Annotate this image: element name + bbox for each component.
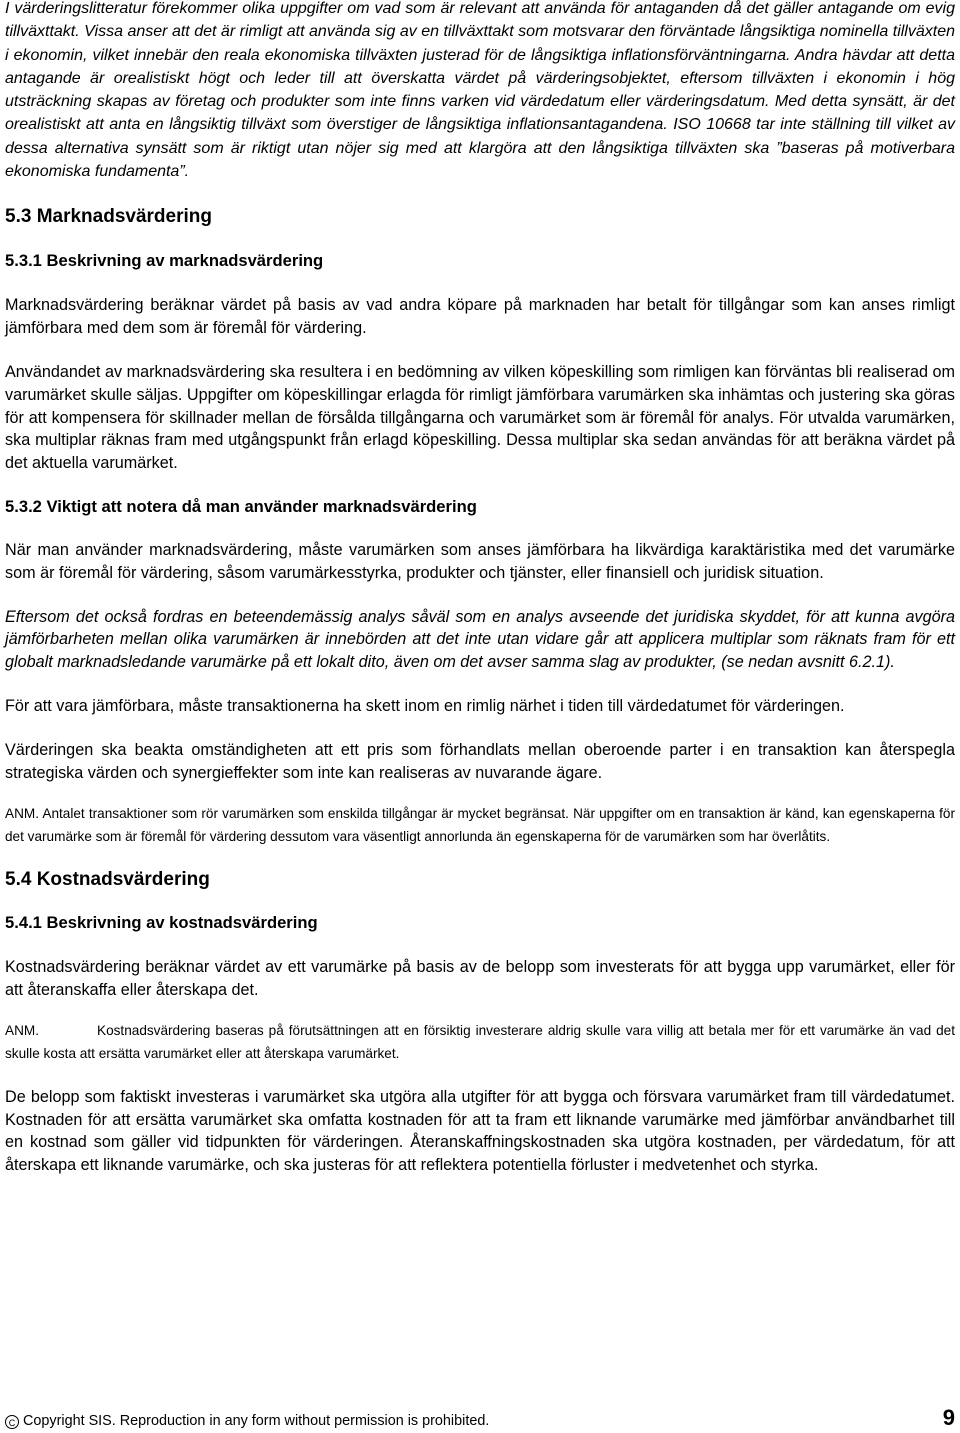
note-5-4 — [5, 1020, 955, 1064]
paragraph-5-3-2-b: Eftersom det också fordras en beteendemässig analys såväl som en analys avseende det juridiska skyddet, för att kunna avgöra jämförbarheten mellan olika varumärken är innebörden att det inte utan vidare går att applicera multiplar som räknats fram för ett globalt marknadsledande varumärke på ett lokalt dito, även om det avser samma slag av produkter, (se nedan avsnitt 6.2.1). — [5, 607, 955, 672]
section-heading-5-4: 5.4 Kostnadsvärdering — [5, 868, 210, 890]
paragraph-5-3-2-d: Värderingen ska beakta omständigheten att ett pris som förhandlats mellan oberoende parter i en transaktion kan återspegla strategiska värden och synergieffekter som inte kan realiseras av nuvarande ägare. — [5, 740, 955, 782]
copyright-text: Copyright SIS. Reproduction in any form without permission is prohibited. — [23, 1413, 490, 1429]
note-label: ANM. — [5, 1023, 39, 1039]
page-number: 9 — [942, 1405, 955, 1430]
page-footer — [5, 1405, 955, 1432]
note-text: Kostnadsvärdering baseras på förutsättningen att en försiktig investerare aldrig skulle vara villig att betala mer för ett varumärke än vad det skulle kosta att ersätta varumärket eller att återskapa varumärket. — [5, 1023, 955, 1061]
paragraph-5-4-1-a: Kostnadsvärdering beräknar värdet av ett varumärke på basis av de belopp som investerats för att bygga upp varumärket, eller för att återanskaffa eller återskapa det. — [5, 957, 955, 999]
paragraph-5-4-1-b: De belopp som faktiskt investeras i varumärket ska utgöra alla utgifter för att bygga och försvara varumärket fram till värdedatumet. Kostnaden för att ersätta varumärket ska omfatta kostnaden för att ta fram ett liknande varumärke med jämförbar användbarhet till en kostnad som gäller vid tidpunkten för värderingen. Återanskaffningskostnaden ska utgöra kostnaden, per värdedatum, för att återskapa ett liknande varumärke, och ska justeras för att reflektera potentiella förluster i medvetenhet och styrka. — [5, 1087, 955, 1175]
section-heading-5-3: 5.3 Marknadsvärdering — [5, 206, 212, 228]
subsection-heading-5-3-1: 5.3.1 Beskrivning av marknadsvärdering — [5, 251, 324, 271]
copyright-notice — [5, 1412, 489, 1430]
subsection-heading-5-3-2: 5.3.2 Viktigt att notera då man använder marknadsvärdering — [5, 496, 477, 516]
subsection-heading-5-4-1: 5.4.1 Beskrivning av kostnadsvärdering — [5, 912, 318, 932]
intro-paragraph: I värderingslitteratur förekommer olika uppgifter om vad som är relevant att använda för antaganden då det gäller antagande om evig tillväxttakt. Vissa anser att det är rimligt att använda sig av en tillväxttakt som motsvarar den förväntade långsiktiga nominella tillväxten i ekonomin, vilket innebär den reala ekonomiska tillväxten justerad för de långsiktiga inflationsförväntningarna. Andra hävdar att detta antagande är orealistiskt högt och leder till att överskatta värdet på värderingsobjektet, eftersom tillväxten i ekonomin i hög utsträckning skapas av företag och produkter som inte finns varken vid värdedatum eller värderingsdatum. Med detta synsätt, är det orealistiskt att anta en långsiktig tillväxt som överstiger de långsiktiga inflationsantagandena. ISO 10668 tar inte ställning till vilket av dessa alternativa synsätt som är riktigt utan nöjer sig med att klargöra att den långsiktiga tillväxten ska ”baseras på motiverbara ekonomiska fundamenta”. — [5, 0, 955, 181]
paragraph-5-3-2-a: När man använder marknadsvärdering, måste varumärken som anses jämförbara ha likvärdiga karaktäristika med det varumärke som är föremål för värdering, såsom varumärkesstyrka, produkter och tjänster, eller finansiell och juridisk situation. — [5, 540, 955, 582]
copyright-icon: C — [5, 1415, 19, 1429]
document-page — [5, 0, 955, 1177]
paragraph-5-3-1-a: Marknadsvärdering beräknar värdet på basis av vad andra köpare på marknaden har betalt för tillgångar som kan anses rimligt jämförbara med dem som är föremål för värdering. — [5, 296, 955, 338]
paragraph-5-3-1-b: Användandet av marknadsvärdering ska resultera i en bedömning av vilken köpeskilling som rimligen kan förväntas bli realiserad om varumärket skulle säljas. Uppgifter om köpeskillingar erlagda för rimligt jämförbara varumärken ska inhämtas och justering ska göras för att kompensera för skillnader mellan de försålda tillgångarna och varumärket som är föremål för analys. För utvalda varumärken, ska multiplar räknas fram med utgångspunkt från erlagd köpeskilling. Dessa multiplar ska sedan användas för att beräkna värdet på det aktuella varumärket. — [5, 362, 955, 473]
paragraph-5-3-2-c: För att vara jämförbara, måste transaktionerna ha skett inom en rimlig närhet i tiden till värdedatumet för värderingen. — [5, 696, 845, 715]
note-5-3: ANM. Antalet transaktioner som rör varumärken som enskilda tillgångar är mycket begränsat. När uppgifter om en transaktion är känd, kan egenskaperna för det varumärke som är föremål för värdering dessutom vara väsentligt annorlunda än egenskaperna för de varumärken som har överlåtits. — [5, 806, 955, 844]
